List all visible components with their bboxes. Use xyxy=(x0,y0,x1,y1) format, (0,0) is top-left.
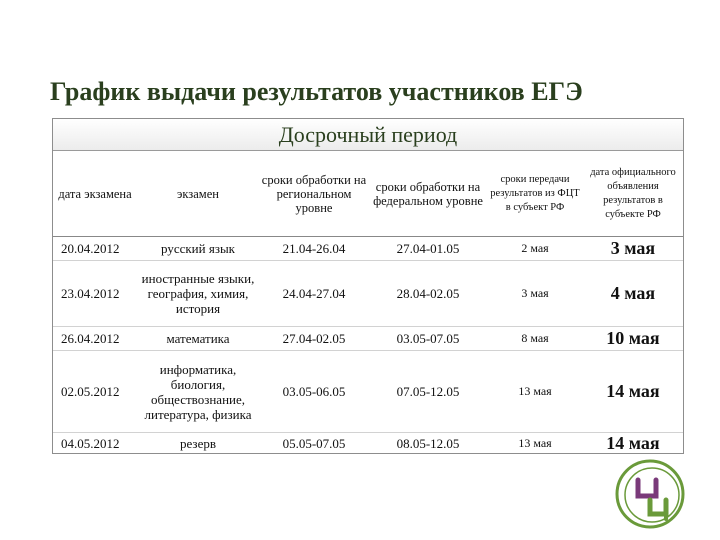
cell-exam-date: 02.05.2012 xyxy=(53,351,137,433)
cell-regional: 05.05-07.05 xyxy=(259,433,369,455)
cell-exam: резерв xyxy=(137,433,259,455)
logo-letter-che xyxy=(638,480,656,496)
cell-exam-date: 26.04.2012 xyxy=(53,327,137,351)
cell-regional: 03.05-06.05 xyxy=(259,351,369,433)
header-regional-processing: сроки обработки на региональном уровне xyxy=(259,151,369,237)
cell-official-date: 3 мая xyxy=(610,238,656,258)
cell-federal: 08.05-12.05 xyxy=(369,433,487,455)
cell-official-date: 14 мая xyxy=(583,351,683,433)
cell-federal: 07.05-12.05 xyxy=(369,351,487,433)
cell-transfer: 8 мая xyxy=(487,327,583,351)
header-exam: экзамен xyxy=(137,151,259,237)
header-federal-processing: сроки обработки на федеральном уровне xyxy=(369,151,487,237)
cell-regional: 24.04-27.04 xyxy=(259,261,369,327)
period-title: Досрочный период xyxy=(53,119,683,151)
results-schedule-table xyxy=(52,118,684,454)
cell-exam: математика xyxy=(137,327,259,351)
cell-exam-date: 20.04.2012 xyxy=(61,241,120,256)
schedule-grid xyxy=(53,151,683,455)
table-row xyxy=(53,433,683,455)
page-title: График выдачи результатов участников ЕГЭ xyxy=(50,77,583,106)
cell-official-date: 10 мая xyxy=(583,327,683,351)
table-row xyxy=(53,261,683,327)
cell-transfer: 3 мая xyxy=(487,261,583,327)
organization-logo xyxy=(612,456,692,532)
table-row xyxy=(53,327,683,351)
header-row xyxy=(53,151,683,237)
cell-federal: 28.04-02.05 xyxy=(369,261,487,327)
cell-regional: 21.04-26.04 xyxy=(282,241,346,256)
cell-exam: русский язык xyxy=(160,241,235,256)
cell-regional: 27.04-02.05 xyxy=(259,327,369,351)
cell-transfer: 13 мая xyxy=(487,433,583,455)
cell-federal: 03.05-07.05 xyxy=(369,327,487,351)
cell-exam-date: 04.05.2012 xyxy=(53,433,137,455)
cell-transfer: 13 мая xyxy=(487,351,583,433)
cell-exam-date: 23.04.2012 xyxy=(53,261,137,327)
header-official-announcement: дата официального объявления результатов в субъекте РФ xyxy=(583,151,683,237)
cell-transfer: 2 мая xyxy=(521,241,549,255)
cell-exam: иностранные языки, география, химия, история xyxy=(137,261,259,327)
header-exam-date: дата экзамена xyxy=(53,151,137,237)
logo-letter-u xyxy=(650,500,666,514)
cell-official-date: 4 мая xyxy=(583,261,683,327)
header-transfer-to-region: сроки передачи результатов из ФЦТ в субъект РФ xyxy=(487,151,583,237)
table-row xyxy=(53,237,683,261)
table-row xyxy=(53,351,683,433)
cell-federal: 27.04-01.05 xyxy=(396,241,460,256)
cell-official-date: 14 мая xyxy=(583,433,683,455)
cell-exam: информатика, биология, обществознание, литература, физика xyxy=(137,351,259,433)
